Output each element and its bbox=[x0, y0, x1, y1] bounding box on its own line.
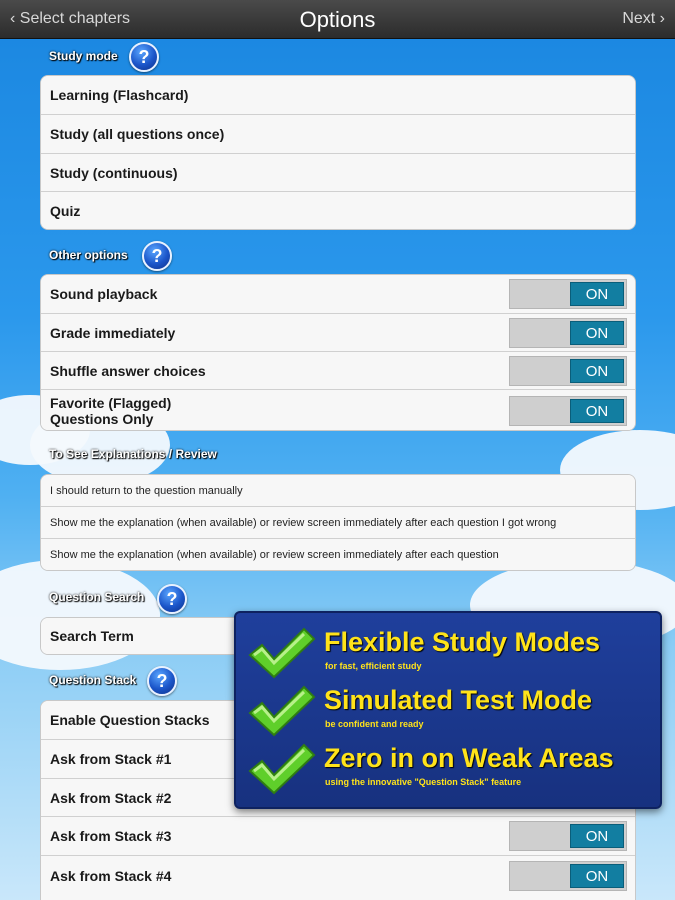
explanation-option[interactable] bbox=[41, 539, 635, 570]
section-label-study-mode: Study mode bbox=[49, 49, 118, 63]
promo-item bbox=[246, 625, 656, 681]
page-title: Options bbox=[299, 7, 376, 32]
study-mode-item[interactable] bbox=[41, 115, 635, 154]
other-options-list bbox=[40, 274, 636, 431]
stack-4-toggle[interactable] bbox=[509, 861, 627, 891]
sound-playback-toggle[interactable] bbox=[509, 279, 627, 309]
grade-immediately-toggle[interactable] bbox=[509, 318, 627, 348]
study-mode-label: Learning (Flashcard) bbox=[50, 87, 189, 103]
option-label: Sound playback bbox=[50, 286, 158, 302]
study-mode-item[interactable] bbox=[41, 76, 635, 115]
promo-title: Zero in on Weak Areas bbox=[324, 743, 614, 773]
section-label-question-search: Question Search bbox=[49, 590, 145, 604]
explanation-option-label: I should return to the question manually bbox=[50, 484, 243, 497]
explanation-option-label: Show me the explanation (when available) or review screen immediately after each question bbox=[50, 548, 499, 561]
study-mode-item[interactable] bbox=[41, 192, 635, 230]
favorite-only-toggle[interactable] bbox=[509, 396, 627, 426]
stack-option-row bbox=[41, 856, 635, 895]
explanation-option[interactable] bbox=[41, 475, 635, 507]
study-mode-label: Study (all questions once) bbox=[50, 126, 225, 142]
toggle-state: ON bbox=[570, 399, 624, 423]
section-label-explanations: To See Explanations / Review bbox=[49, 447, 217, 461]
promo-subtitle: using the innovative "Question Stack" feature bbox=[325, 777, 522, 787]
shuffle-answers-toggle[interactable] bbox=[509, 356, 627, 386]
option-label: Grade immediately bbox=[50, 324, 176, 341]
search-term-label: Search Term bbox=[50, 628, 134, 644]
section-label-question-stack: Question Stack bbox=[49, 673, 137, 687]
promo-item bbox=[246, 683, 656, 739]
stack-option-label: Ask from Stack #4 bbox=[50, 867, 172, 884]
toggle-state: ON bbox=[570, 824, 624, 848]
navigation-bar bbox=[0, 0, 675, 39]
stack-option-label: Ask from Stack #3 bbox=[50, 828, 172, 844]
checkmark-icon bbox=[246, 683, 316, 739]
explanation-option-label: Show me the explanation (when available) or review screen immediately after each question I got wrong bbox=[50, 516, 557, 529]
stack-3-toggle[interactable] bbox=[509, 821, 627, 851]
other-options-help-icon[interactable]: ? bbox=[142, 241, 172, 271]
option-row-sound-playback bbox=[41, 275, 635, 314]
option-row-grade-immediately bbox=[41, 314, 635, 352]
promo-title: Flexible Study Modes bbox=[324, 627, 601, 657]
promo-title: Simulated Test Mode bbox=[324, 685, 593, 715]
stack-option-label: Enable Question Stacks bbox=[50, 712, 210, 728]
study-mode-label: Quiz bbox=[50, 203, 81, 219]
checkmark-icon bbox=[246, 741, 316, 797]
toggle-state: ON bbox=[570, 282, 624, 306]
next-button[interactable]: Next › bbox=[622, 10, 665, 27]
section-label-other-options: Other options bbox=[49, 248, 128, 262]
toggle-state: ON bbox=[570, 321, 624, 345]
stack-option-label: Ask from Stack #2 bbox=[50, 789, 172, 806]
study-mode-item[interactable] bbox=[41, 154, 635, 192]
option-label: Shuffle answer choices bbox=[50, 362, 206, 379]
back-button[interactable]: ‹ Select chapters bbox=[10, 10, 131, 27]
option-label: Favorite (Flagged) Questions Only bbox=[50, 395, 172, 427]
promo-subtitle: be confident and ready bbox=[325, 719, 424, 729]
toggle-state: ON bbox=[570, 864, 624, 888]
promo-subtitle: for fast, efficient study bbox=[325, 661, 422, 671]
study-mode-list bbox=[40, 75, 636, 230]
option-row-favorite-only bbox=[41, 390, 635, 431]
study-mode-help-icon[interactable]: ? bbox=[129, 42, 159, 72]
toggle-state: ON bbox=[570, 359, 624, 383]
checkmark-icon bbox=[246, 625, 316, 681]
explanation-option[interactable] bbox=[41, 507, 635, 539]
question-stack-help-icon[interactable]: ? bbox=[147, 666, 177, 696]
promo-item bbox=[246, 741, 656, 797]
feature-promo-banner bbox=[234, 611, 662, 809]
stack-option-row bbox=[41, 817, 635, 856]
option-row-shuffle-answer-choices bbox=[41, 352, 635, 390]
stack-option-label: Ask from Stack #1 bbox=[50, 751, 172, 767]
study-mode-label: Study (continuous) bbox=[50, 164, 178, 181]
explanation-options-list bbox=[40, 474, 636, 571]
question-search-help-icon[interactable]: ? bbox=[157, 584, 187, 614]
